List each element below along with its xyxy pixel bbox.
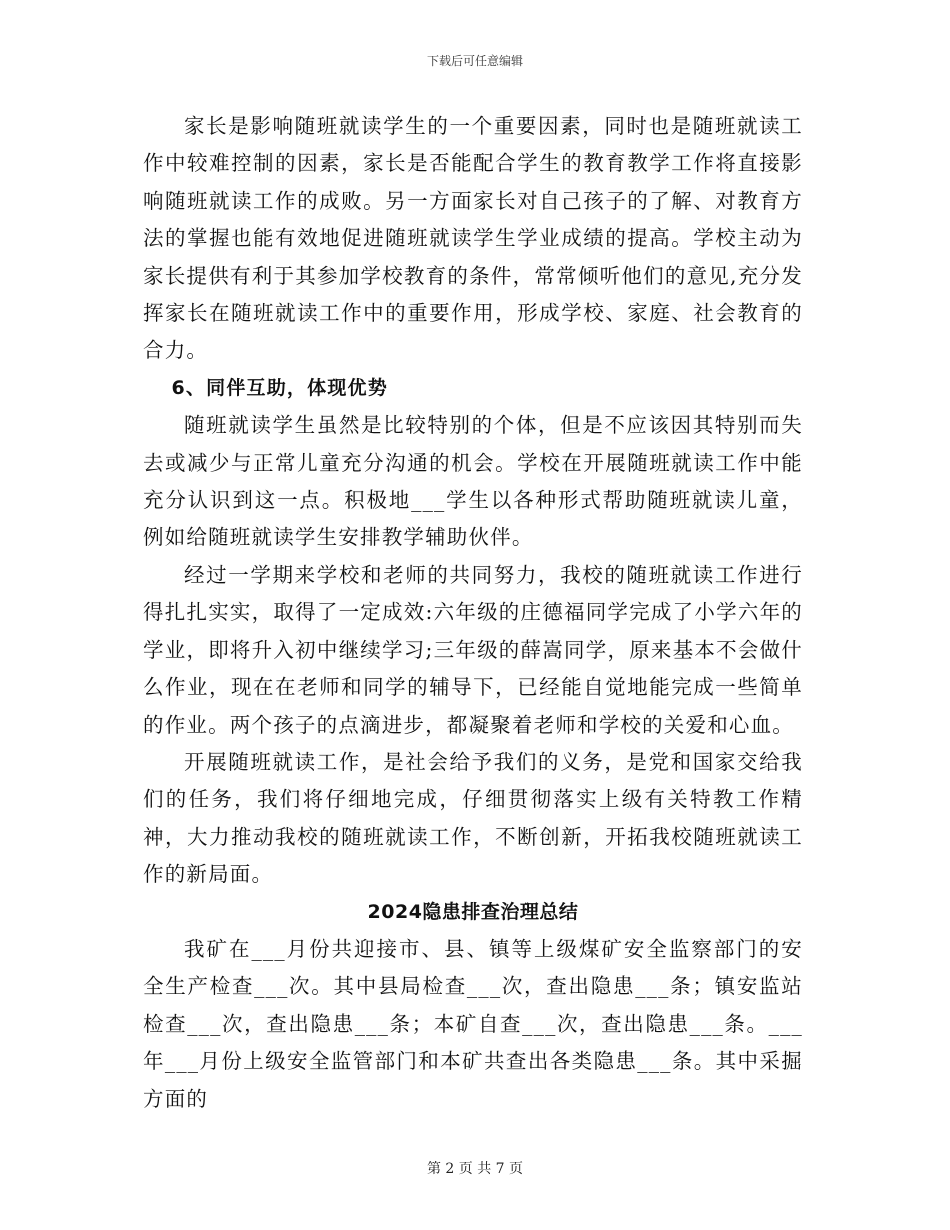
paragraph-results: 经过一学期来学校和老师的共同努力，我校的随班就读工作进行得扎扎实实，取得了一定成效:六年级的庄德福同学完成了小学六年的学业，即将升入初中继续学习;三年级的薛嵩同学，原来基本不会做什么作业，现在在老师和同学的辅导下，已经能自觉地能完成一些简单的作业。两个孩子的点滴进步，都凝聚着老师和学校的关爱和心血。 xyxy=(143,562,803,737)
document-title-hazard-summary: 2024隐患排查治理总结 xyxy=(367,900,579,923)
page-header: 下载后可任意编辑 xyxy=(426,54,523,68)
paragraph-conclusion: 开展随班就读工作，是社会给予我们的义务，是党和国家交给我们的任务，我们将仔细地完成，仔细贯彻落实上级有关特教工作精神，大力推动我校的随班就读工作，不断创新，开拓我校随班就读工作的新局面。 xyxy=(143,749,803,887)
paragraph-peer-support: 随班就读学生虽然是比较特别的个体，但是不应该因其特别而失去或减少与正常儿童充分沟通的机会。学校在开展随班就读工作中能充分认识到这一点。积极地___学生以各种形式帮助随班就读儿童，例如给随班就读学生安排教学辅助伙伴。 xyxy=(143,413,803,550)
paragraph-parents: 家长是影响随班就读学生的一个重要因素，同时也是随班就读工作中较难控制的因素，家长是否能配合学生的教育教学工作将直接影响随班就读工作的成败。另一方面家长对自己孩子的了解、对教育方法的掌握也能有效地促进随班就读学生学业成绩的提高。学校主动为家长提供有利于其参加学校教育的条件，常常倾听他们的意见,充分发挥家长在随班就读工作中的重要作用，形成学校、家庭、社会教育的合力。 xyxy=(143,114,803,363)
paragraph-hazard-inspection: 我矿在___月份共迎接市、县、镇等上级煤矿安全监察部门的安全生产检查___次。其中县局检查___次，查出隐患___条；镇安监站检查___次，查出隐患___条；本矿自查___次，查出隐患___条。___年___月份上级安全监管部门和本矿共查出各类隐患___条。其中采掘方面的 xyxy=(143,936,803,1111)
document-body xyxy=(143,108,803,1118)
section-heading-peer-support: 6、同伴互助，体现优势 xyxy=(171,376,388,399)
page-number-footer: 第 2 页 共 7 页 xyxy=(426,1161,524,1177)
